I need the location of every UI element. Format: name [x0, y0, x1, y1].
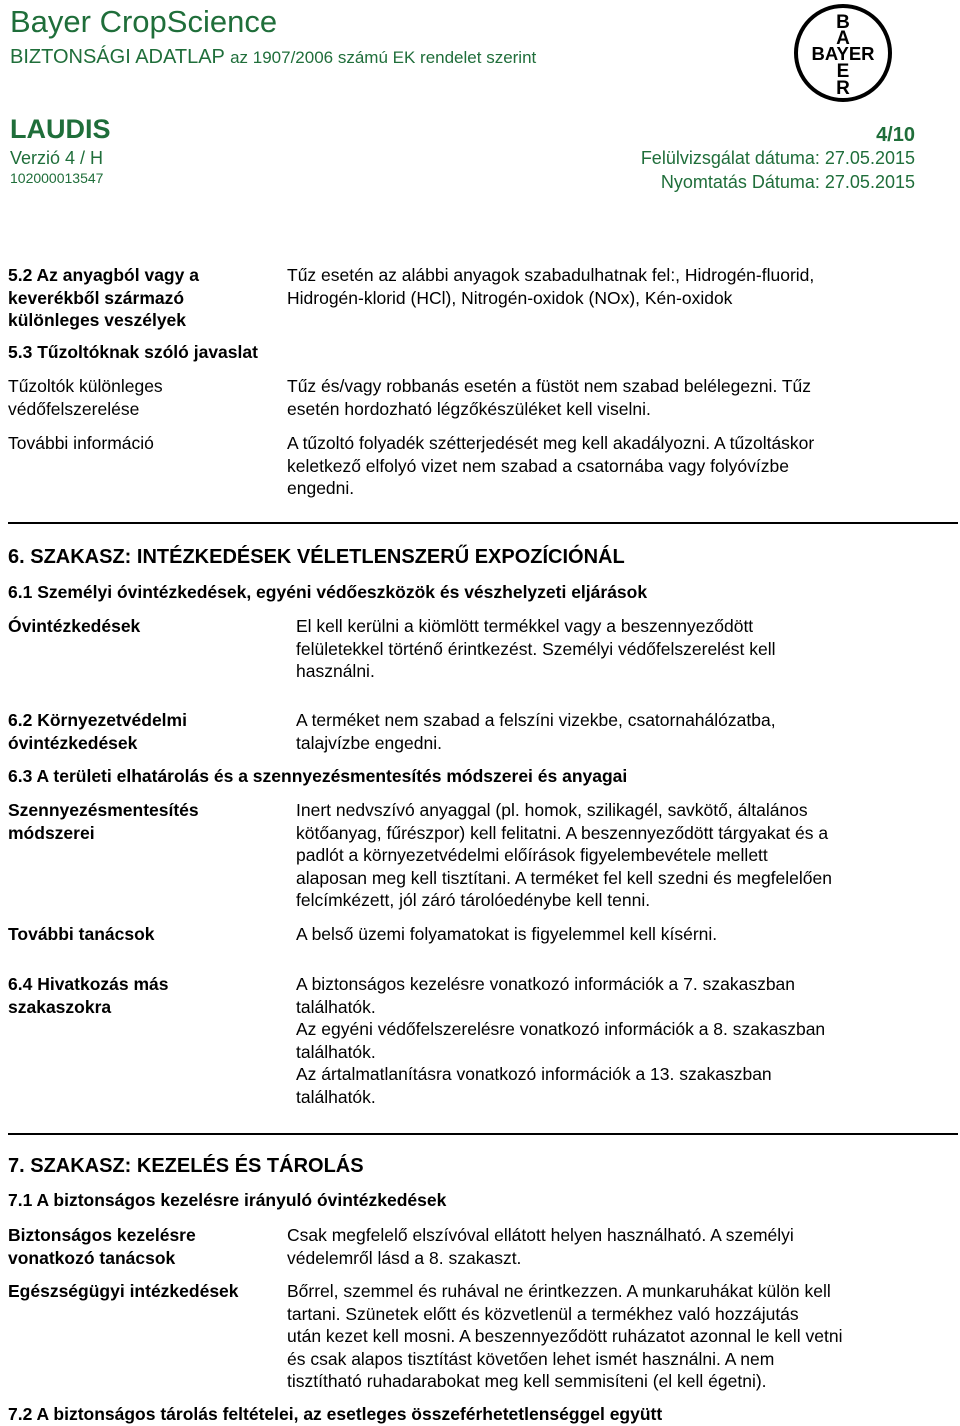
- divider: [8, 1133, 958, 1135]
- precautions-text: El kell kerülni a kiömlött termékkel vagy a beszennyeződött felületekkel történő érintkezést. Személyi védőfelszerelést kell használni.: [296, 616, 776, 681]
- logo-letter: A: [836, 28, 850, 49]
- cleanup-label: Szennyezésmentesítés módszerei: [8, 800, 199, 843]
- advice-label: További tanácsok: [8, 924, 155, 944]
- hygiene-text: Bőrrel, szemmel és ruhával ne érintkezzen. A munkaruhákat külön kell tartani. Szünetek előtt és közvetlenül a termékhez való hozzájutás után kezet kell mosni. A beszennyeződött ruházatot azonnal le kell vetni és csak alapos tisztítást követően lehet ismét használni. A nem tisztítható ruhadarabokat meg kell semmisíteni (el kell égetni).: [287, 1281, 843, 1391]
- s64-text: A biztonságos kezelésre vonatkozó információk a 7. szakaszban találhatók. Az egyéni védőfelszerelésre vonatkozó információk a 8. szakaszban találhatók. Az ártalmatlanításra vonatkozó információk a 13. szakaszban találhatók.: [296, 974, 826, 1107]
- regulation: az 1907/2006 számú EK rendelet szerint: [230, 48, 537, 67]
- page-number: 4/10: [876, 124, 915, 146]
- cleanup-text: Inert nedvszívó anyaggal (pl. homok, szilikagél, savkötő, általános kötőanyag, fűrészpor) kell felitatni. A beszennyeződött tárgyakat és a padlót a környezetvédelmi előírások figyelembevétele mellett alaposan meg kell tisztítani. A terméket fel kell szedni és megfelelően felcímkézett, jól záró tárolóedénybe kell tenni.: [296, 800, 832, 910]
- hygiene-label: Egészségügyi intézkedések: [8, 1281, 239, 1301]
- s52-label: 5.2 Az anyagból vagy a keverékből származó különleges veszélyek: [8, 265, 199, 330]
- s52-text: Tűz esetén az alábbi anyagok szabadulhatnak fel:, Hidrogén-fluorid, Hidrogén-klorid (HCl), Nitrogén-oxidok (NOx), Kén-oxidok: [287, 265, 815, 308]
- s61-title: 6.1 Személyi óvintézkedések, egyéni védőeszközök és vészhelyzeti eljárások: [8, 582, 648, 602]
- doc-title: BIZTONSÁGI ADATLAP: [10, 46, 225, 68]
- safe-handling-text: Csak megfelelő elszívóval ellátott helyen használható. A személyi védelemről lásd a 8. szakaszt.: [287, 1225, 794, 1268]
- bayer-logo: [793, 3, 893, 103]
- logo-letter: B: [836, 12, 850, 33]
- product-name: LAUDIS: [10, 114, 111, 144]
- s62-text: A terméket nem szabad a felszíni vizekbe, csatornahálózatba, talajvízbe engedni.: [296, 710, 776, 753]
- revision-date: Felülvizsgálat dátuma: 27.05.2015: [640, 148, 915, 168]
- company-name: Bayer CropScience: [10, 4, 278, 39]
- firefighter-text: Tűz és/vagy robbanás esetén a füstöt nem szabad belélegezni. Tűz esetén hordozható légzőkészüléket kell viselni.: [287, 376, 812, 419]
- s62-label: 6.2 Környezetvédelmi óvintézkedések: [8, 710, 187, 753]
- more-info-label: További információ: [8, 433, 154, 453]
- s63-title: 6.3 A területi elhatárolás és a szennyezésmentesítés módszerei és anyagai: [8, 766, 628, 786]
- safe-handling-label: Biztonságos kezelésre vonatkozó tanácsok: [8, 1225, 196, 1268]
- s53-title: 5.3 Tűzoltóknak szóló javaslat: [8, 342, 258, 362]
- precautions-label: Óvintézkedések: [8, 616, 141, 636]
- document-code: 102000013547: [10, 170, 104, 186]
- document-title: [10, 46, 536, 69]
- divider: [8, 522, 958, 524]
- logo-word: BAYER: [811, 43, 875, 64]
- advice-text: A belső üzemi folyamatokat is figyelemmel kell kísérni.: [296, 924, 718, 944]
- s71-title: 7.1 A biztonságos kezelésre irányuló óvintézkedések: [8, 1190, 447, 1210]
- s72-title: 7.2 A biztonságos tárolás feltételei, az esetleges összeférhetetlenséggel együtt: [8, 1404, 663, 1424]
- s64-label: 6.4 Hivatkozás más szakaszokra: [8, 974, 169, 1017]
- version-label: Verzió 4 / H: [10, 148, 104, 168]
- more-info-text: A tűzoltó folyadék szétterjedését meg kell akadályozni. A tűzoltáskor keletkező elfolyó vizet nem szabad a csatornába vagy folyóvízbe engedni.: [287, 433, 815, 498]
- logo-letter: R: [836, 78, 850, 99]
- section-7-title: 7. SZAKASZ: KEZELÉS ÉS TÁROLÁS: [8, 1155, 364, 1177]
- section-6-title: 6. SZAKASZ: INTÉZKEDÉSEK VÉLETLENSZERŰ EXPOZÍCIÓNÁL: [8, 546, 625, 568]
- logo-letter: E: [836, 61, 850, 82]
- print-date: Nyomtatás Dátuma: 27.05.2015: [660, 172, 915, 192]
- firefighter-label: Tűzoltók különleges védőfelszerelése: [8, 376, 163, 419]
